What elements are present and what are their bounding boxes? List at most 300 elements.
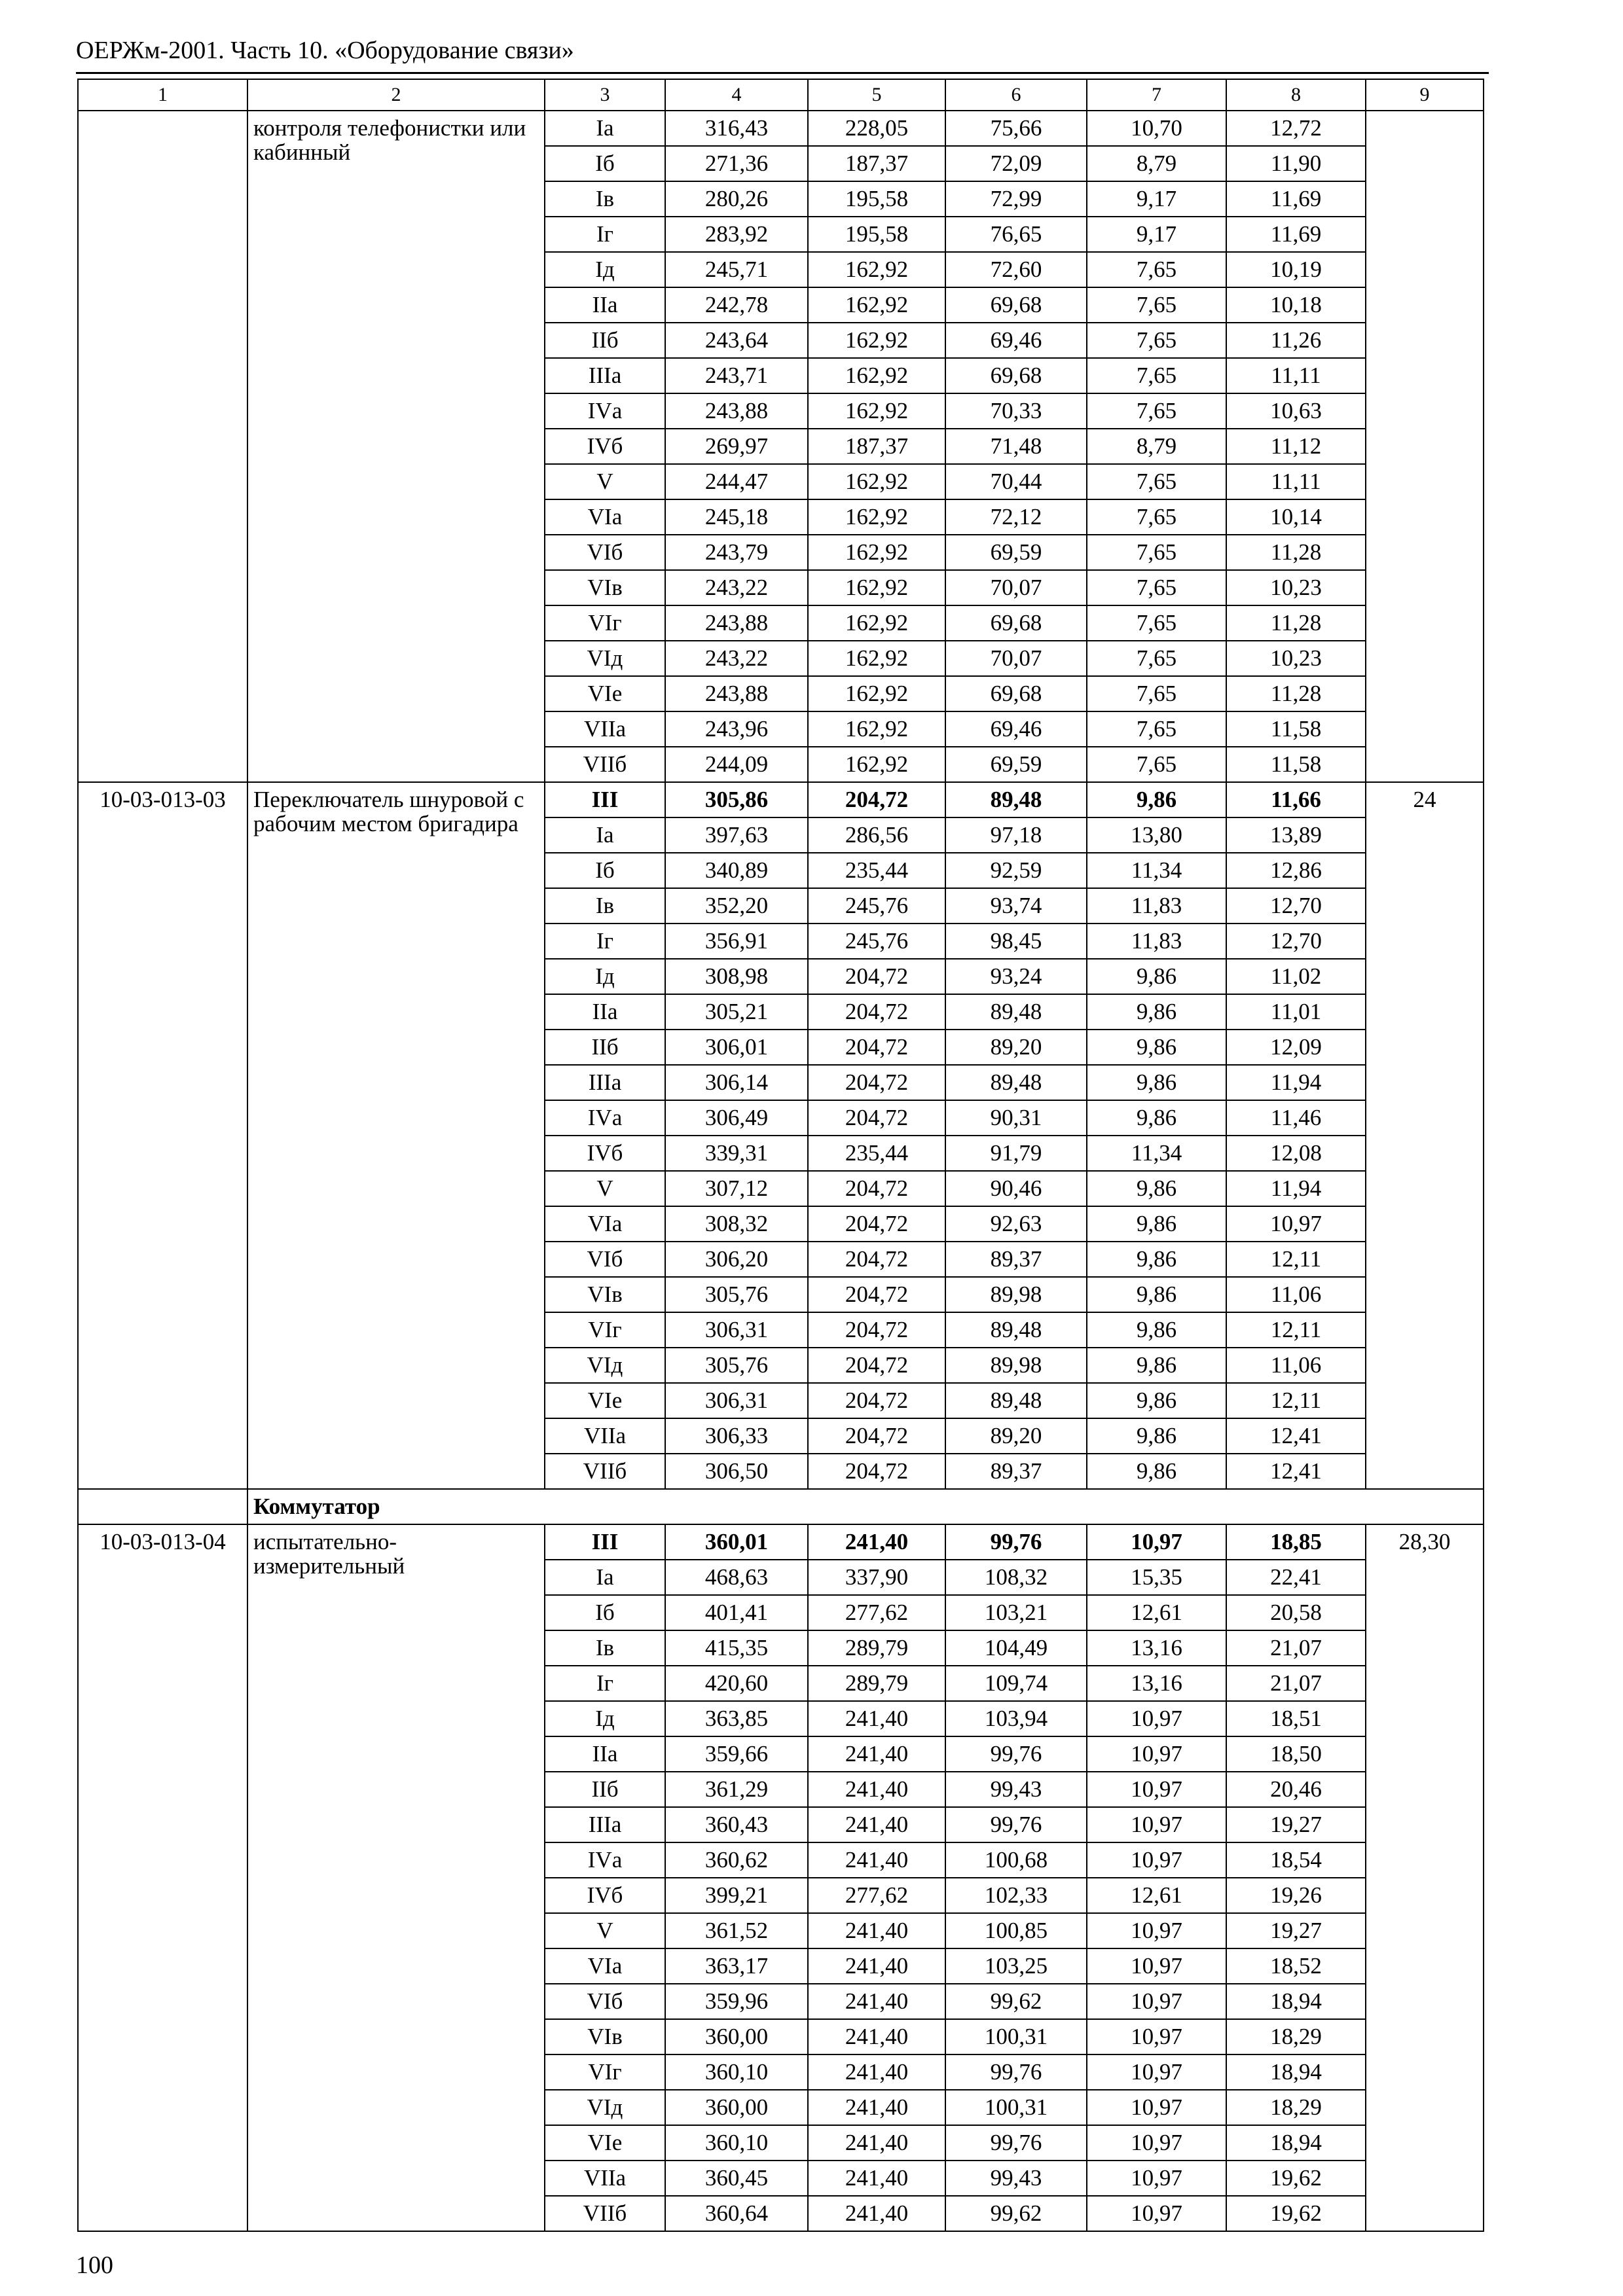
value-cell: 305,21 — [665, 994, 808, 1030]
value-cell: 241,40 — [808, 1807, 945, 1842]
column-number: 6 — [945, 79, 1087, 111]
value-cell: 11,11 — [1226, 464, 1366, 499]
value-cell: 99,76 — [945, 1807, 1087, 1842]
value-cell: 7,65 — [1087, 605, 1226, 641]
value-cell: 305,76 — [665, 1348, 808, 1383]
value-cell: 100,68 — [945, 1842, 1087, 1878]
value-cell: 90,46 — [945, 1171, 1087, 1206]
value-cell: 195,58 — [808, 181, 945, 217]
value-cell: 9,17 — [1087, 217, 1226, 252]
value-cell: 103,25 — [945, 1948, 1087, 1984]
value-cell: 241,40 — [808, 2019, 945, 2054]
value-cell: 162,92 — [808, 323, 945, 358]
zone-cell: VIг — [545, 1312, 665, 1348]
value-cell: 10,97 — [1087, 1984, 1226, 2019]
value-cell: 9,86 — [1087, 1065, 1226, 1100]
value-cell: 89,48 — [945, 1312, 1087, 1348]
zone-cell: IIIа — [545, 1065, 665, 1100]
value-cell: 10,63 — [1226, 393, 1366, 429]
value-cell: 18,54 — [1226, 1842, 1366, 1878]
value-cell: 11,01 — [1226, 994, 1366, 1030]
value-cell: 19,62 — [1226, 2161, 1366, 2196]
value-cell: 241,40 — [808, 2196, 945, 2231]
value-cell: 11,94 — [1226, 1171, 1366, 1206]
value-cell: 91,79 — [945, 1136, 1087, 1171]
title-divider — [76, 72, 1489, 74]
value-cell: 10,97 — [1087, 1807, 1226, 1842]
zone-cell: IVа — [545, 1842, 665, 1878]
value-cell: 11,90 — [1226, 146, 1366, 181]
value-cell: 69,46 — [945, 323, 1087, 358]
value-cell: 12,11 — [1226, 1242, 1366, 1277]
value-cell: 356,91 — [665, 924, 808, 959]
value-cell: 337,90 — [808, 1560, 945, 1595]
value-cell: 204,72 — [808, 1312, 945, 1348]
value-cell: 305,76 — [665, 1277, 808, 1312]
column-9-cell: 24 — [1366, 782, 1484, 1489]
item-name: Переключатель шнуровой с рабочим местом бригадира — [247, 782, 545, 1489]
value-cell: 306,33 — [665, 1418, 808, 1454]
value-cell: 363,85 — [665, 1701, 808, 1736]
value-cell: 277,62 — [808, 1878, 945, 1913]
zone-cell: Iб — [545, 146, 665, 181]
value-cell: 93,24 — [945, 959, 1087, 994]
column-number: 5 — [808, 79, 945, 111]
column-number: 3 — [545, 79, 665, 111]
zone-cell: VIа — [545, 499, 665, 535]
value-cell: 72,60 — [945, 252, 1087, 287]
value-cell: 204,72 — [808, 1206, 945, 1242]
value-cell: 10,70 — [1087, 111, 1226, 146]
value-cell: 12,11 — [1226, 1312, 1366, 1348]
value-cell: 11,94 — [1226, 1065, 1366, 1100]
value-cell: 69,68 — [945, 605, 1087, 641]
value-cell: 12,41 — [1226, 1418, 1366, 1454]
value-cell: 72,09 — [945, 146, 1087, 181]
value-cell: 11,34 — [1087, 1136, 1226, 1171]
value-cell: 10,97 — [1087, 2125, 1226, 2161]
value-cell: 9,86 — [1087, 1383, 1226, 1418]
value-cell: 340,89 — [665, 853, 808, 888]
value-cell: 360,01 — [665, 1524, 808, 1560]
column-number: 8 — [1226, 79, 1366, 111]
value-cell: 243,96 — [665, 711, 808, 747]
value-cell: 360,64 — [665, 2196, 808, 2231]
column-9-cell — [1366, 111, 1484, 782]
value-cell: 187,37 — [808, 146, 945, 181]
zone-cell: Iв — [545, 888, 665, 924]
value-cell: 286,56 — [808, 817, 945, 853]
value-cell: 241,40 — [808, 1772, 945, 1807]
zone-cell: IIб — [545, 1030, 665, 1065]
value-cell: 162,92 — [808, 358, 945, 393]
value-cell: 162,92 — [808, 711, 945, 747]
value-cell: 75,66 — [945, 111, 1087, 146]
value-cell: 12,61 — [1087, 1595, 1226, 1630]
zone-cell: IIа — [545, 994, 665, 1030]
value-cell: 415,35 — [665, 1630, 808, 1666]
zone-cell: Iб — [545, 853, 665, 888]
zone-cell: Iг — [545, 217, 665, 252]
value-cell: 7,65 — [1087, 570, 1226, 605]
zone-cell: V — [545, 1171, 665, 1206]
zone-cell: VIе — [545, 1383, 665, 1418]
zone-cell: V — [545, 464, 665, 499]
zone-cell: IIб — [545, 323, 665, 358]
value-cell: 89,37 — [945, 1454, 1087, 1489]
value-cell: 306,49 — [665, 1100, 808, 1136]
value-cell: 70,44 — [945, 464, 1087, 499]
value-cell: 289,79 — [808, 1630, 945, 1666]
value-cell: 9,86 — [1087, 1312, 1226, 1348]
value-cell: 103,94 — [945, 1701, 1087, 1736]
page-title: ОЕРЖм-2001. Часть 10. «Оборудование связи» — [76, 37, 574, 64]
value-cell: 245,71 — [665, 252, 808, 287]
column-number: 9 — [1366, 79, 1484, 111]
zone-cell: VIа — [545, 1206, 665, 1242]
value-cell: 9,86 — [1087, 1418, 1226, 1454]
value-cell: 99,62 — [945, 1984, 1087, 2019]
value-cell: 11,26 — [1226, 323, 1366, 358]
value-cell: 7,65 — [1087, 393, 1226, 429]
value-cell: 308,32 — [665, 1206, 808, 1242]
value-cell: 244,09 — [665, 747, 808, 782]
value-cell: 12,09 — [1226, 1030, 1366, 1065]
value-cell: 243,88 — [665, 605, 808, 641]
zone-cell: IVа — [545, 1100, 665, 1136]
value-cell: 306,50 — [665, 1454, 808, 1489]
value-cell: 99,76 — [945, 2125, 1087, 2161]
page-number: 100 — [76, 2251, 113, 2279]
zone-cell: Iд — [545, 959, 665, 994]
value-cell: 308,98 — [665, 959, 808, 994]
value-cell: 399,21 — [665, 1878, 808, 1913]
value-cell: 19,26 — [1226, 1878, 1366, 1913]
value-cell: 187,37 — [808, 429, 945, 464]
value-cell: 162,92 — [808, 605, 945, 641]
zone-cell: Iа — [545, 1560, 665, 1595]
value-cell: 204,72 — [808, 994, 945, 1030]
value-cell: 204,72 — [808, 1277, 945, 1312]
value-cell: 10,97 — [1087, 2161, 1226, 2196]
value-cell: 11,28 — [1226, 535, 1366, 570]
value-cell: 11,12 — [1226, 429, 1366, 464]
value-cell: 235,44 — [808, 1136, 945, 1171]
value-cell: 11,34 — [1087, 853, 1226, 888]
value-cell: 204,72 — [808, 1100, 945, 1136]
value-cell: 162,92 — [808, 464, 945, 499]
column-number: 1 — [78, 79, 247, 111]
value-cell: 243,22 — [665, 641, 808, 676]
value-cell: 72,12 — [945, 499, 1087, 535]
item-code — [78, 111, 247, 782]
value-cell: 10,97 — [1087, 1772, 1226, 1807]
zone-cell: Iг — [545, 1666, 665, 1701]
value-cell: 10,97 — [1087, 1736, 1226, 1772]
value-cell: 11,11 — [1226, 358, 1366, 393]
value-cell: 162,92 — [808, 570, 945, 605]
value-cell: 103,21 — [945, 1595, 1087, 1630]
zone-cell: IVб — [545, 429, 665, 464]
value-cell: 468,63 — [665, 1560, 808, 1595]
zone-cell: VIIб — [545, 1454, 665, 1489]
zone-cell: VIг — [545, 2054, 665, 2090]
value-cell: 20,46 — [1226, 1772, 1366, 1807]
value-cell: 99,76 — [945, 1736, 1087, 1772]
value-cell: 7,65 — [1087, 252, 1226, 287]
zone-cell: IIа — [545, 1736, 665, 1772]
value-cell: 241,40 — [808, 2054, 945, 2090]
value-cell: 102,33 — [945, 1878, 1087, 1913]
value-cell: 10,97 — [1087, 1913, 1226, 1948]
value-cell: 108,32 — [945, 1560, 1087, 1595]
value-cell: 99,76 — [945, 2054, 1087, 2090]
value-cell: 10,97 — [1087, 1842, 1226, 1878]
value-cell: 245,76 — [808, 924, 945, 959]
item-code: 10-03-013-03 — [78, 782, 247, 1489]
value-cell: 11,28 — [1226, 605, 1366, 641]
value-cell: 7,65 — [1087, 287, 1226, 323]
value-cell: 15,35 — [1087, 1560, 1226, 1595]
value-cell: 11,69 — [1226, 217, 1366, 252]
zone-cell: VIб — [545, 1984, 665, 2019]
value-cell: 241,40 — [808, 2161, 945, 2196]
value-cell: 8,79 — [1087, 429, 1226, 464]
value-cell: 10,97 — [1087, 1948, 1226, 1984]
value-cell: 243,64 — [665, 323, 808, 358]
value-cell: 162,92 — [808, 499, 945, 535]
value-cell: 18,94 — [1226, 2054, 1366, 2090]
zone-cell: VIIб — [545, 747, 665, 782]
value-cell: 242,78 — [665, 287, 808, 323]
value-cell: 241,40 — [808, 1984, 945, 2019]
value-cell: 241,40 — [808, 1913, 945, 1948]
value-cell: 19,27 — [1226, 1807, 1366, 1842]
zone-cell: IIIа — [545, 358, 665, 393]
zone-cell: VIд — [545, 2090, 665, 2125]
value-cell: 204,72 — [808, 1418, 945, 1454]
zone-cell: IIа — [545, 287, 665, 323]
value-cell: 19,27 — [1226, 1913, 1366, 1948]
value-cell: 109,74 — [945, 1666, 1087, 1701]
value-cell: 9,86 — [1087, 1242, 1226, 1277]
value-cell: 11,58 — [1226, 711, 1366, 747]
value-cell: 360,43 — [665, 1807, 808, 1842]
rates-table — [77, 79, 1484, 2232]
value-cell: 283,92 — [665, 217, 808, 252]
value-cell: 89,48 — [945, 1383, 1087, 1418]
value-cell: 69,59 — [945, 747, 1087, 782]
column-9-cell: 28,30 — [1366, 1524, 1484, 2231]
value-cell: 18,29 — [1226, 2019, 1366, 2054]
value-cell: 9,86 — [1087, 1100, 1226, 1136]
value-cell: 11,46 — [1226, 1100, 1366, 1136]
value-cell: 7,65 — [1087, 535, 1226, 570]
value-cell: 10,14 — [1226, 499, 1366, 535]
value-cell: 70,33 — [945, 393, 1087, 429]
zone-cell: VIд — [545, 1348, 665, 1383]
value-cell: 10,97 — [1087, 2196, 1226, 2231]
value-cell: 7,65 — [1087, 711, 1226, 747]
value-cell: 162,92 — [808, 252, 945, 287]
value-cell: 359,96 — [665, 1984, 808, 2019]
value-cell: 10,23 — [1226, 570, 1366, 605]
value-cell: 99,43 — [945, 2161, 1087, 2196]
value-cell: 241,40 — [808, 1736, 945, 1772]
zone-cell: VIд — [545, 641, 665, 676]
value-cell: 13,80 — [1087, 817, 1226, 853]
value-cell: 89,37 — [945, 1242, 1087, 1277]
value-cell: 10,97 — [1226, 1206, 1366, 1242]
zone-cell: VIб — [545, 535, 665, 570]
value-cell: 69,68 — [945, 676, 1087, 711]
value-cell: 104,49 — [945, 1630, 1087, 1666]
value-cell: 243,88 — [665, 676, 808, 711]
value-cell: 360,10 — [665, 2125, 808, 2161]
zone-cell: VIв — [545, 1277, 665, 1312]
value-cell: 9,86 — [1087, 1348, 1226, 1383]
value-cell: 241,40 — [808, 1948, 945, 1984]
value-cell: 360,00 — [665, 2019, 808, 2054]
value-cell: 18,29 — [1226, 2090, 1366, 2125]
value-cell: 244,47 — [665, 464, 808, 499]
zone-cell: Iд — [545, 252, 665, 287]
value-cell: 162,92 — [808, 676, 945, 711]
value-cell: 21,07 — [1226, 1666, 1366, 1701]
value-cell: 420,60 — [665, 1666, 808, 1701]
value-cell: 19,62 — [1226, 2196, 1366, 2231]
zone-cell: VIIа — [545, 711, 665, 747]
value-cell: 162,92 — [808, 393, 945, 429]
value-cell: 21,07 — [1226, 1630, 1366, 1666]
value-cell: 11,06 — [1226, 1348, 1366, 1383]
value-cell: 97,18 — [945, 817, 1087, 853]
value-cell: 7,65 — [1087, 641, 1226, 676]
value-cell: 10,97 — [1087, 2054, 1226, 2090]
value-cell: 18,51 — [1226, 1701, 1366, 1736]
column-number: 7 — [1087, 79, 1226, 111]
value-cell: 71,48 — [945, 429, 1087, 464]
value-cell: 401,41 — [665, 1595, 808, 1630]
value-cell: 69,68 — [945, 287, 1087, 323]
value-cell: 18,50 — [1226, 1736, 1366, 1772]
value-cell: 195,58 — [808, 217, 945, 252]
value-cell: 9,86 — [1087, 1206, 1226, 1242]
value-cell: 7,65 — [1087, 358, 1226, 393]
value-cell: 204,72 — [808, 959, 945, 994]
table-row — [78, 111, 1484, 146]
value-cell: 11,28 — [1226, 676, 1366, 711]
value-cell: 241,40 — [808, 1701, 945, 1736]
value-cell: 12,11 — [1226, 1383, 1366, 1418]
value-cell: 361,52 — [665, 1913, 808, 1948]
value-cell: 359,66 — [665, 1736, 808, 1772]
value-cell: 241,40 — [808, 1842, 945, 1878]
zone-cell: IIIа — [545, 1807, 665, 1842]
value-cell: 8,79 — [1087, 146, 1226, 181]
zone-cell: Iг — [545, 924, 665, 959]
section-code-cell — [78, 1489, 247, 1524]
value-cell: 243,79 — [665, 535, 808, 570]
value-cell: 10,97 — [1087, 2019, 1226, 2054]
value-cell: 306,01 — [665, 1030, 808, 1065]
value-cell: 7,65 — [1087, 323, 1226, 358]
item-name: контроля телефонистки или кабинный — [247, 111, 545, 782]
value-cell: 360,45 — [665, 2161, 808, 2196]
value-cell: 13,89 — [1226, 817, 1366, 853]
value-cell: 306,31 — [665, 1312, 808, 1348]
zone-cell: III — [545, 782, 665, 817]
value-cell: 352,20 — [665, 888, 808, 924]
value-cell: 9,86 — [1087, 782, 1226, 817]
value-cell: 18,85 — [1226, 1524, 1366, 1560]
value-cell: 92,59 — [945, 853, 1087, 888]
value-cell: 11,66 — [1226, 782, 1366, 817]
value-cell: 100,31 — [945, 2090, 1087, 2125]
value-cell: 269,97 — [665, 429, 808, 464]
item-name: испытательно-измерительный — [247, 1524, 545, 2231]
value-cell: 306,31 — [665, 1383, 808, 1418]
value-cell: 7,65 — [1087, 676, 1226, 711]
value-cell: 305,86 — [665, 782, 808, 817]
zone-cell: VIб — [545, 1242, 665, 1277]
zone-cell: IVа — [545, 393, 665, 429]
value-cell: 10,18 — [1226, 287, 1366, 323]
value-cell: 12,72 — [1226, 111, 1366, 146]
table-row — [78, 782, 1484, 817]
value-cell: 70,07 — [945, 641, 1087, 676]
value-cell: 280,26 — [665, 181, 808, 217]
value-cell: 271,36 — [665, 146, 808, 181]
value-cell: 289,79 — [808, 1666, 945, 1701]
value-cell: 13,16 — [1087, 1666, 1226, 1701]
value-cell: 11,02 — [1226, 959, 1366, 994]
value-cell: 11,83 — [1087, 888, 1226, 924]
value-cell: 204,72 — [808, 1171, 945, 1206]
value-cell: 307,12 — [665, 1171, 808, 1206]
value-cell: 360,62 — [665, 1842, 808, 1878]
value-cell: 100,85 — [945, 1913, 1087, 1948]
value-cell: 9,86 — [1087, 959, 1226, 994]
value-cell: 99,43 — [945, 1772, 1087, 1807]
value-cell: 397,63 — [665, 817, 808, 853]
value-cell: 10,97 — [1087, 1524, 1226, 1560]
value-cell: 339,31 — [665, 1136, 808, 1171]
zone-cell: Iа — [545, 817, 665, 853]
zone-cell: Iа — [545, 111, 665, 146]
zone-cell: VIIа — [545, 1418, 665, 1454]
value-cell: 243,22 — [665, 570, 808, 605]
value-cell: 89,48 — [945, 782, 1087, 817]
zone-cell: VIа — [545, 1948, 665, 1984]
zone-cell: VIв — [545, 2019, 665, 2054]
zone-cell: VIе — [545, 676, 665, 711]
value-cell: 18,94 — [1226, 1984, 1366, 2019]
value-cell: 235,44 — [808, 853, 945, 888]
item-code: 10-03-013-04 — [78, 1524, 247, 2231]
value-cell: 9,86 — [1087, 1454, 1226, 1489]
value-cell: 7,65 — [1087, 464, 1226, 499]
value-cell: 241,40 — [808, 1524, 945, 1560]
value-cell: 100,31 — [945, 2019, 1087, 2054]
zone-cell: Iб — [545, 1595, 665, 1630]
value-cell: 89,98 — [945, 1348, 1087, 1383]
value-cell: 9,86 — [1087, 1171, 1226, 1206]
section-row — [78, 1489, 1484, 1524]
value-cell: 204,72 — [808, 1454, 945, 1489]
value-cell: 360,10 — [665, 2054, 808, 2090]
value-cell: 245,18 — [665, 499, 808, 535]
